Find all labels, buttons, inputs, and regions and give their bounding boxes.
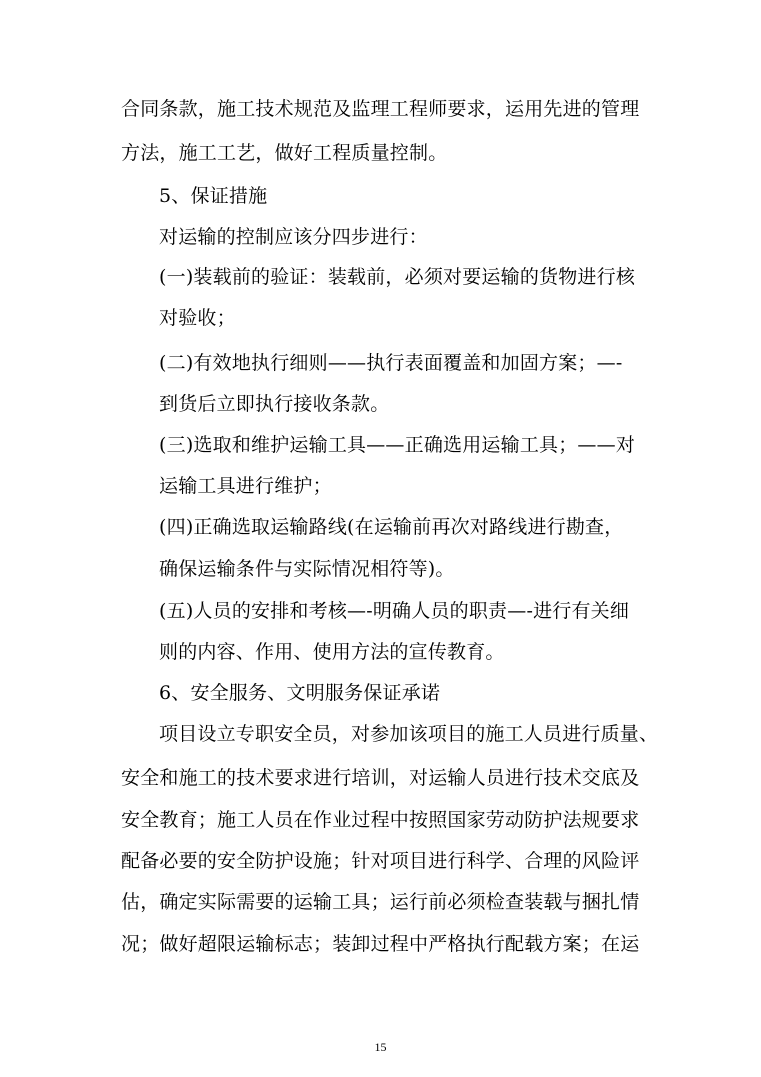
text-line: 运输工具进行维护； <box>159 475 332 497</box>
section-heading: 6、安全服务、文明服务保证承诺 <box>159 682 441 704</box>
text-line: 合同条款，施工技术规范及监理工程师要求，运用先进的管理 <box>121 98 640 120</box>
list-item: (二)有效地执行细则——执行表面覆盖和加固方案；—- <box>159 352 623 374</box>
text-line: 到货后立即执行接收条款。 <box>159 393 390 415</box>
text-line: 项目设立专职安全员，对参加该项目的施工人员进行质量、 <box>159 723 659 745</box>
text-line: 确保运输条件与实际情况相符等)。 <box>159 558 455 580</box>
text-line: 安全教育；施工人员在作业过程中按照国家劳动防护法规要求 <box>121 809 640 831</box>
text-line: 况；做好超限运输标志；装卸过程中严格执行配载方案；在运 <box>121 933 640 955</box>
text-line: 则的内容、作用、使用方法的宣传教育。 <box>159 641 505 663</box>
text-line: 对验收； <box>159 307 236 329</box>
text-line: 安全和施工的技术要求进行培训，对运输人员进行技术交底及 <box>121 767 640 789</box>
list-item: (三)选取和维护运输工具——正确选用运输工具；——对 <box>159 434 636 456</box>
list-item: (四)正确选取运输路线(在运输前再次对路线进行勘查， <box>159 516 624 538</box>
text-line: 方法，施工工艺，做好工程质量控制。 <box>121 142 448 164</box>
list-item: (一)装载前的验证：装载前，必须对要运输的货物进行核 <box>159 266 636 288</box>
list-item: (五)人员的安排和考核—-明确人员的职责—-进行有关细 <box>159 600 630 622</box>
section-heading: 5、保证措施 <box>159 185 268 207</box>
page-number: 15 <box>374 1040 387 1054</box>
text-line: 对运输的控制应该分四步进行： <box>159 226 428 248</box>
text-line: 配备必要的安全防护设施；针对项目进行科学、合理的风险评 <box>121 850 640 872</box>
text-line: 估，确定实际需要的运输工具；运行前必须检查装载与捆扎情 <box>121 891 640 913</box>
